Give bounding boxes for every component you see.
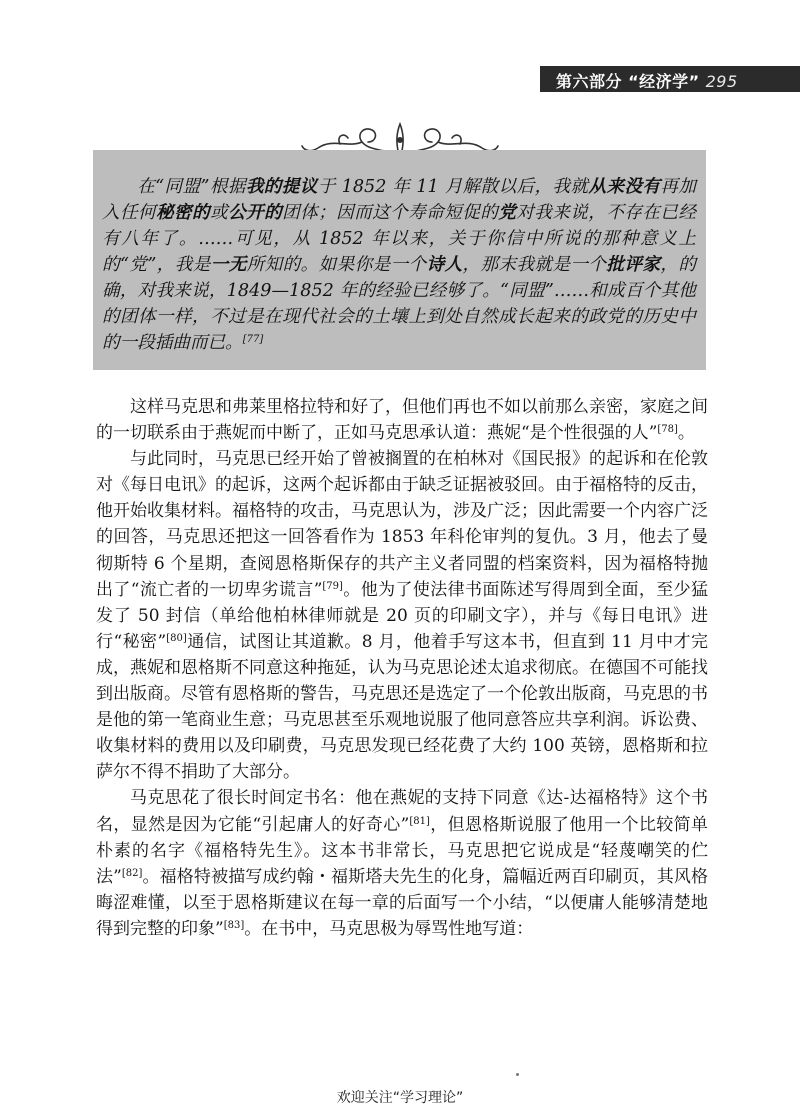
quote-emphasis: 批评家 [606, 254, 661, 275]
quotation-box [93, 150, 706, 370]
footer-text: 欢迎关注“学习理论” [336, 1090, 464, 1106]
text-run: ，但恩格斯说服了他用一个比较简单朴素的名字《福格特先生》。这本书非常长，马克思把它说成是“轻蔑嘲笑的伫法” [96, 814, 708, 887]
footnote-ref: [77] [242, 334, 264, 345]
footnote-ref: [79] [322, 580, 343, 592]
quote-emphasis: 诗人 [426, 254, 463, 275]
body-paragraph [96, 394, 708, 446]
quote-segment: ，的确，对我来说，1849—1852 年的经验已经够了。“同盟”……和成百个其他的团体一样，不过是在现代社会的土壤上到处自然成长起来的政党的历史中的一段插曲而已。 [102, 255, 696, 353]
quote-segment: 在“同盟”根据 [137, 177, 246, 197]
footnote-ref: [80] [166, 632, 187, 644]
quote-segment: 所知的。如果你是一个 [246, 255, 427, 275]
text-run: 。福格特被描写成约翰・福斯塔夫先生的化身，篇幅近两百印刷页，其风格晦涩难懂，以至于恩格斯建议在每一章的后面写一个小结，“以便庸人能够清楚地得到完整的印象” [96, 866, 708, 939]
speck [516, 1073, 519, 1076]
quote-segment: ，那末我就是一个 [462, 255, 607, 275]
running-header [556, 69, 738, 92]
footnote-ref: [78] [657, 424, 678, 436]
quote-emphasis: 秘密的 [156, 202, 211, 223]
quote-segment: 团体；因而这个寿命短促的 [282, 203, 499, 223]
quote-segment: 于 1852 年 11 月解散以后，我就 [317, 177, 589, 197]
text-run: 通信，试图让其道歉。8 月，他着手写这本书，但直到 11 月中才完成，燕妮和恩格斯不同意这种拖延，认为马克思论述太追求彻底。在德国不可能找到出版商。尽管有恩格斯的警告，马克思还是选定了一个伦敦出版商，马克思的书是他的第一笔商业生意；马克思甚至乐观地说服了他同意答应共享利润。诉讼费、收集材料的费用以及印刷费，马克思发现已经花费了大约 100 英镑，恩格斯和拉萨尔不得不捐助了大部分。 [96, 631, 708, 783]
quote-emphasis: 公开的 [228, 202, 283, 223]
body-text [96, 394, 708, 942]
text-run: 。他为了使法律书面陈述写得周到全面，至少猛发了 50 封信（单给他柏林律师就是 20 页的印刷文字），并与《每日电讯》进行“秘密” [96, 579, 708, 652]
quote-emphasis: 一无 [210, 254, 247, 275]
quote-segment: 或 [210, 203, 229, 223]
quote-segment: 再加入任何 [102, 177, 696, 223]
quotation-text [102, 174, 696, 356]
text-run: 与此同时，马克思已经开始了曾被搁置的在柏林对《国民报》的起诉和在伦敦对《每日电讯》的起诉，这两个起诉都由于缺乏证据被驳回。由于福格特的反击，他开始收集材料。福格特的攻击，马克思认为，涉及广泛；因此需要一个内容广泛的回答，马克思还把这一回答看作为 1853 年科伦审判的复仇。3 月，他去了曼彻斯特 6 个星期，查阅恩格斯保存的共产主义者同盟的档案资料，因为福格特抛出了“流亡者的一切卑劣谎言” [96, 449, 708, 600]
text-run: 这样马克思和弗莱里格拉特和好了，但他们再也不如以前那么亲密，家庭之间的一切联系由于燕妮而中断了，正如马克思承认道：燕妮“是个性很强的人” [96, 397, 708, 444]
body-paragraph [96, 785, 708, 942]
section-title: 第六部分 “经济学” [556, 72, 700, 91]
footnote-ref: [83] [223, 919, 245, 931]
body-paragraph [96, 446, 708, 785]
quote-emphasis: 党 [498, 202, 517, 223]
page-number: 295 [705, 72, 738, 91]
text-run: 。 [677, 423, 695, 444]
footnote-ref: [81] [409, 815, 430, 827]
quote-emphasis: 从来没有 [588, 176, 661, 197]
quote-segment: 对我来说，不存在已经有八年了。……可见，从 1852 年以来，关于你信中所说的那种意义上的“党”，我是 [102, 203, 696, 275]
quote-emphasis: 我的提议 [245, 176, 318, 197]
text-run: 马克思花了很长时间定书名：他在燕妮的支持下同意《达-达福格特》这个书名，显然是因为它能“引起庸人的好奇心” [96, 788, 708, 835]
text-run: 。在书中，马克思极为辱骂性地写道： [244, 918, 534, 939]
footnote-ref: [82] [121, 867, 143, 879]
